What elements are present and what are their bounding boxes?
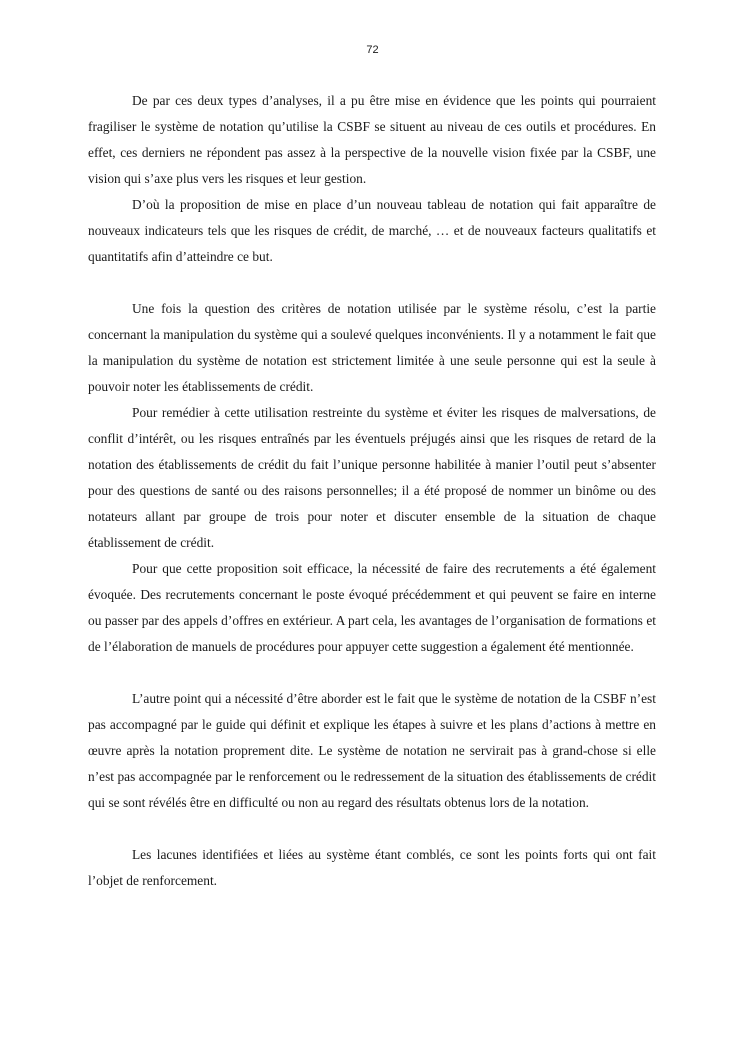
paragraph-analyses: De par ces deux types d’analyses, il a pu être mise en évidence que les points qui pourraient fragiliser le système de notation qu’utilise la CSBF se situent au niveau de ces outils et procédures. En effet, ces derniers ne répondent pas assez à la perspective de la nouvelle vision fixée par la CSBF, une vision qui s’axe plus vers les risques et leur gestion.	[88, 93, 656, 186]
paragraph-lacunes: Les lacunes identifiées et liées au système étant comblés, ce sont les points forts qui ont fait l’objet de renforcement.	[88, 847, 656, 888]
paragraph-proposition-tableau: D’où la proposition de mise en place d’un nouveau tableau de notation qui fait apparaître de nouveaux indicateurs tels que les risques de crédit, de marché, … et de nouveaux facteurs qualitatifs et quantitatifs afin d’atteindre ce but.	[88, 197, 656, 264]
document-body	[88, 88, 656, 894]
paragraph-remedier: Pour remédier à cette utilisation restreinte du système et éviter les risques de malversations, de conflit d’intérêt, ou les risques entraînés par les éventuels préjugés ainsi que les risques de retard de la notation des établissements de crédit du fait l’unique personne habilitée à manier l’outil peut s’absenter pour des questions de santé ou des raisons personnelles; il a été proposé de nommer un binôme ou des notateurs allant par groupe de trois pour noter et discuter ensemble de la situation de chaque établissement de crédit.	[88, 405, 656, 550]
paragraph-spacer	[88, 270, 656, 296]
paragraph-manipulation: Une fois la question des critères de notation utilisée par le système résolu, c’est la partie concernant la manipulation du système qui a soulevé quelques inconvénients. Il y a notamment le fait que la manipulation du système de notation est strictement limitée à une seule personne qui est la seule à pouvoir noter les établissements de crédit.	[88, 301, 656, 394]
paragraph-recrutements: Pour que cette proposition soit efficace, la nécessité de faire des recrutements a été également évoquée. Des recrutements concernant le poste évoqué précédemment et qui peuvent se faire en interne ou passer par des appels d’offres en extérieur. A part cela, les avantages de l’organisation de formations et de l’élaboration de manuels de procédures pour appuyer cette suggestion a également été mentionnée.	[88, 561, 656, 654]
page-number: 72	[366, 44, 379, 56]
paragraph-spacer	[88, 816, 656, 842]
paragraph-spacer	[88, 660, 656, 686]
paragraph-guide: L’autre point qui a nécessité d’être aborder est le fait que le système de notation de la CSBF n’est pas accompagné par le guide qui définit et explique les étapes à suivre et les plans d’actions à mettre en œuvre après la notation proprement dite. Le système de notation ne servirait pas à grand-chose si elle n’est pas accompagnée par le renforcement ou le redressement de la situation des établissements de crédit qui se sont révélés être en difficulté ou non au regard des résultats obtenus lors de la notation.	[88, 691, 656, 810]
